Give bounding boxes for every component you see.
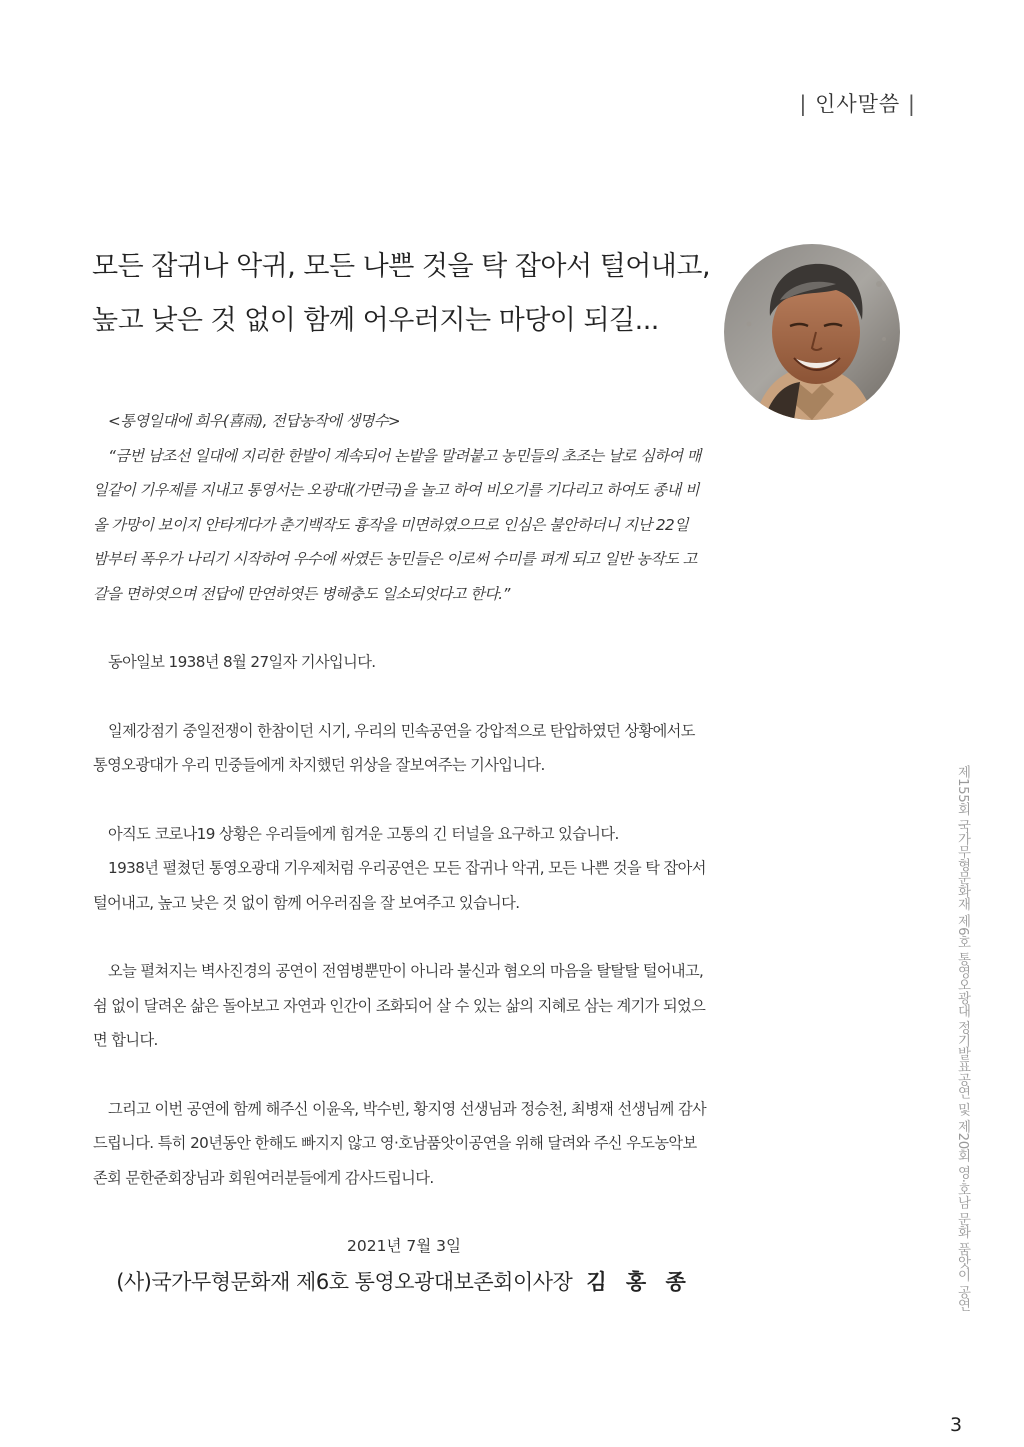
paragraph-5-line-3: 존회 문한준회장님과 회원여러분들에게 감사드립니다. [93, 1168, 434, 1187]
paragraph-3-line-1: 아직도 코로나19 상황은 우리들에게 힘겨운 고통의 긴 터널을 요구하고 있습니다. [108, 824, 619, 843]
body-text [93, 404, 715, 1195]
paragraph-4-line-1: 오늘 펼쳐지는 벽사진경의 공연이 전염병뿐만이 아니라 불신과 혐오의 마음을 탈탈탈 털어내고, [108, 962, 704, 980]
quote-line-3: 올 가망이 보이지 안타게다가 춘기백작도 흉작을 미면하였으므로 인심은 불안하더니 지난 22일 [93, 515, 689, 534]
headline-line-2: 높고 낮은 것 없이 함께 어우러지는 마당이 되길... [92, 305, 659, 336]
quote-line-2: 일같이 기우제를 지내고 통영서는 오광대(가면극)을 놀고 하여 비오기를 기다리고 하여도 종내 비 [93, 481, 699, 499]
paragraph-4-line-3: 면 합니다. [93, 1031, 158, 1049]
page-number: 3 [950, 1414, 963, 1436]
author-portrait [724, 244, 900, 420]
paragraph-5-line-1: 그리고 이번 공연에 함께 해주신 이윤옥, 박수빈, 황지영 선생님과 정승천, 최병재 선생님께 감사 [108, 1099, 707, 1118]
paragraph-2-line-2: 통영오광대가 우리 민중들에게 차지했던 위상을 잘보여주는 기사입니다. [93, 756, 545, 774]
signature-line [93, 1266, 715, 1296]
quote-title: <통영일대에 희우(喜雨), 전답농작에 생명수> [108, 412, 401, 430]
section-label: | 인사말씀 | [799, 92, 916, 116]
vertical-running-title: 제155회 국가무형문화재 제6호 통영오광대 정기발표공연 및 제20회 영·호남 문화 품앗이 공연 [955, 765, 970, 1312]
paragraph-4-line-2: 쉼 없이 달려온 삶은 돌아보고 자연과 인간이 조화되어 살 수 있는 삶의 지혜로 삼는 계기가 되었으 [93, 996, 706, 1015]
paragraph-2-line-1: 일제강점기 중일전쟁이 한참이던 시기, 우리의 민속공연을 강압적으로 탄압하였던 상황에서도 [108, 721, 695, 740]
paragraph-1-line-1: 동아일보 1938년 8월 27일자 기사입니다. [108, 653, 376, 671]
signature-date: 2021년 7월 3일 [347, 1237, 461, 1255]
quote-line-1: “금번 남조선 일대에 지리한 한발이 계속되어 논밭을 말려붙고 농민들의 초조는 날로 심하여 매 [108, 446, 701, 465]
paragraph-3-line-2: 1938년 펼쳤던 통영오광대 기우제처럼 우리공연은 모든 잡귀나 악귀, 모든 나쁜 것을 탁 잡아서 [108, 859, 706, 877]
paragraph-3-line-3: 털어내고, 높고 낮은 것 없이 함께 어우러짐을 잘 보여주고 있습니다. [93, 893, 520, 912]
headline-line-1: 모든 잡귀나 악귀, 모든 나쁜 것을 탁 잡아서 털어내고, [92, 251, 711, 282]
signature-org: (사)국가무형문화재 제6호 통영오광대보존회이사장 [116, 1270, 573, 1294]
section-label-text: 인사말씀 [815, 92, 901, 116]
paragraph-5-line-2: 드립니다. 특히 20년동안 한해도 빠지지 않고 영·호남품앗이공연을 위해 달려와 주신 우도농악보 [93, 1134, 697, 1152]
headline [92, 240, 711, 348]
quote-line-4: 밤부터 폭우가 나리기 시작하여 우수에 싸였든 농민들은 이로써 수미를 펴게 되고 일반 농작도 고 [93, 550, 697, 568]
quote-line-5: 갈을 면하엿으며 전답에 만연하엿든 병해충도 일소되엇다고 한다.” [93, 584, 510, 603]
signature-name: 김 홍 종 [586, 1270, 692, 1294]
